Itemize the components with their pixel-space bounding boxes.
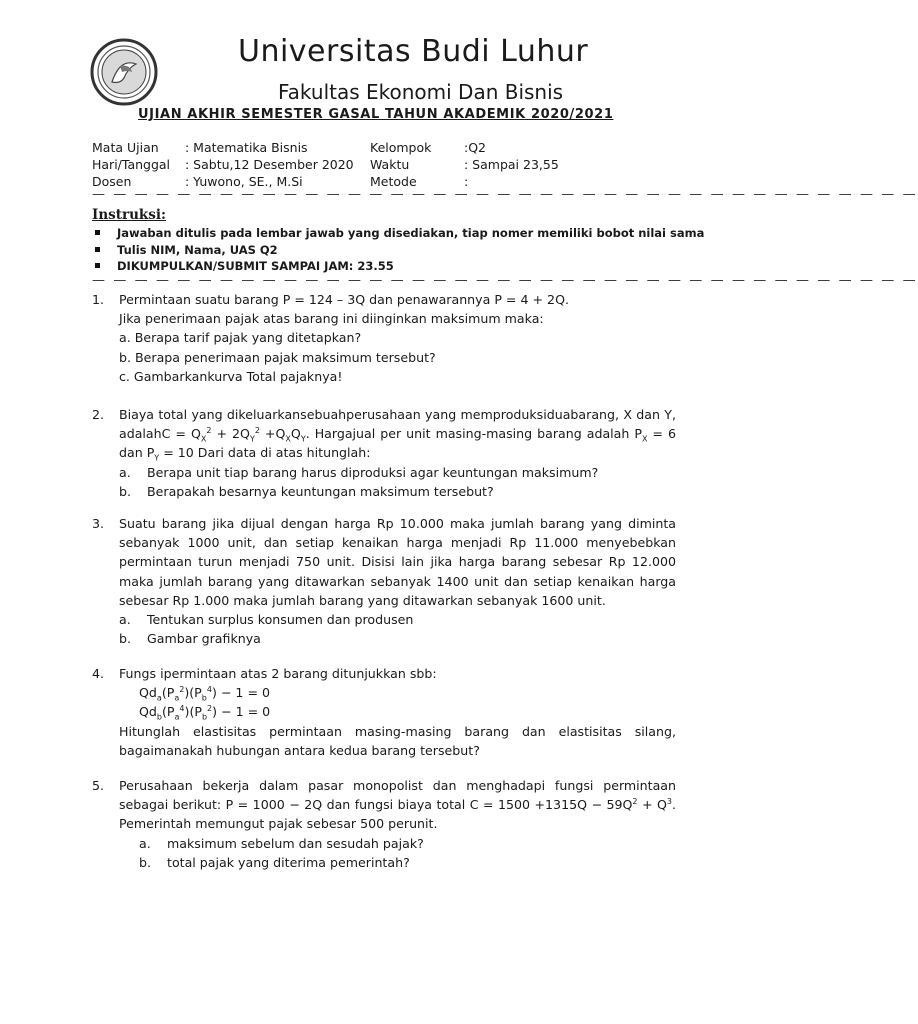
question-5 xyxy=(92,776,676,872)
question-text: Perusahaan bekerja dalam pasar monopolist dan menghadapi fungsi permintaan sebagai berikut: P = 1000 − 2Q dan fungsi biaya total $C = 1500 +1315Q - 59Q^2 + Q^3$. Pemerintah memungut pajak sebesar 500 perunit. xyxy=(119,778,676,832)
hari-tanggal-label: Hari/Tanggal xyxy=(92,157,171,172)
demand-equation-b: $Qd_b(P_a^4)(P_b^2) - 1 = 0$ xyxy=(139,704,271,722)
question-4 xyxy=(92,664,676,760)
university-name: Universitas Budi Luhur xyxy=(238,34,589,69)
metode-value: : xyxy=(464,174,469,189)
question-text: Fungs ipermintaan atas 2 barang ditunjukkan sbb: xyxy=(119,666,437,681)
sub-question-a: a. Berapa tarif pajak yang ditetapkan? xyxy=(119,330,362,346)
waktu-label: Waktu xyxy=(370,157,410,172)
waktu-value: : Sampai 23,55 xyxy=(464,157,559,172)
question-text: Permintaan suatu barang P = 124 – 3Q dan penawarannya P = 4 + 2Q. xyxy=(119,292,569,307)
instruction-item: DIKUMPULKAN/SUBMIT SAMPAI JAM: 23.55 xyxy=(92,258,692,275)
question-2 xyxy=(92,405,676,501)
question-text: Biaya total yang dikeluarkansebuahperusahaan yang memproduksiduabarang, X dan Y, adalahC = $Q_X^2 + 2Q_Y^2 +Q_XQ_Y$. Hargajual per unit masing-masing barang adalah $P_X = 6$ dan $P_Y = 10$ Dari data di atas hitunglah: xyxy=(119,407,676,463)
faculty-name: Fakultas Ekonomi Dan Bisnis xyxy=(278,80,564,104)
sub-question-b: b. Gambar grafiknya xyxy=(119,631,261,647)
sub-question-a: a. maksimum sebelum dan sesudah pajak? xyxy=(139,835,424,851)
instructions-list xyxy=(92,225,705,275)
mata-ujian-value: : Matematika Bisnis xyxy=(185,140,308,155)
question-text: Jika penerimaan pajak atas barang ini diinginkan maksimum maka: xyxy=(119,311,544,327)
question-number: 5. xyxy=(92,778,105,793)
metode-label: Metode xyxy=(370,174,417,189)
sub-question-b: b. Berapakah besarnya keuntungan maksimum tersebut? xyxy=(119,483,494,499)
question-number: 2. xyxy=(92,407,105,422)
budi-luhur-logo-icon xyxy=(90,38,158,106)
mata-ujian-label: Mata Ujian xyxy=(92,140,159,155)
question-3 xyxy=(92,514,676,648)
question-number: 3. xyxy=(92,516,105,531)
question-number: 1. xyxy=(92,292,105,307)
instruction-item: Tulis NIM, Nama, UAS Q2 xyxy=(92,242,692,259)
sub-question-c: c. Gambarkankurva Total pajaknya! xyxy=(119,368,343,384)
kelompok-label: Kelompok xyxy=(370,140,432,155)
dosen-value: : Yuwono, SE., M.Si xyxy=(185,174,303,189)
sub-question-a: a. Berapa unit tiap barang harus diproduksi agar keuntungan maksimum? xyxy=(119,464,599,480)
demand-equation-a: $Qd_a(P_a^2)(P_b^4) - 1 = 0$ xyxy=(139,685,271,703)
question-text: Suatu barang jika dijual dengan harga Rp 10.000 maka jumlah barang yang diminta sebanyak 1000 unit, dan setiap kenaikan harga menjadi Rp 11.000 menyebebkan permintaan turun menjadi 750 unit. Disisi lain jika harga barang sebesar Rp 12.000 maka jumlah barang yang ditawarkan sebanyak 1400 unit dan setiap kenaikan harga sebesar Rp 1.000 maka jumlah barang yang ditawarkan sebanyak 1600 unit. xyxy=(119,516,676,608)
instructions-heading: Instruksi: xyxy=(92,207,166,223)
question-number: 4. xyxy=(92,666,105,681)
instruction-item: Jawaban ditulis pada lembar jawab yang disediakan, tiap nomer memiliki bobot nilai sama xyxy=(92,225,692,242)
question-text: Hitunglah elastisitas permintaan masing-masing barang dan elastisitas silang, bagaimanakah hubungan antara kedua barang tersebut? xyxy=(119,723,676,758)
dosen-label: Dosen xyxy=(92,174,132,189)
sub-question-a: a. Tentukan surplus konsumen dan produsen xyxy=(119,612,414,628)
dashed-separator: — — — — — — — — — — — — — — — — — — — — — — — — — — — — — — — — — — — — — — — xyxy=(92,273,918,288)
exam-title: UJIAN AKHIR SEMESTER GASAL TAHUN AKADEMIK 2020/2021 xyxy=(138,107,614,122)
hari-tanggal-value: : Sabtu,12 Desember 2020 xyxy=(185,157,354,172)
sub-question-b: b. total pajak yang diterima pemerintah? xyxy=(139,854,410,870)
kelompok-value: :Q2 xyxy=(464,140,487,155)
sub-question-b: b. Berapa penerimaan pajak maksimum tersebut? xyxy=(119,349,436,365)
question-1 xyxy=(92,290,676,386)
dashed-separator: — — — — — — — — — — — — — — — — — — — — — — — — — — — — — — — — — — — — — — — xyxy=(92,187,918,202)
